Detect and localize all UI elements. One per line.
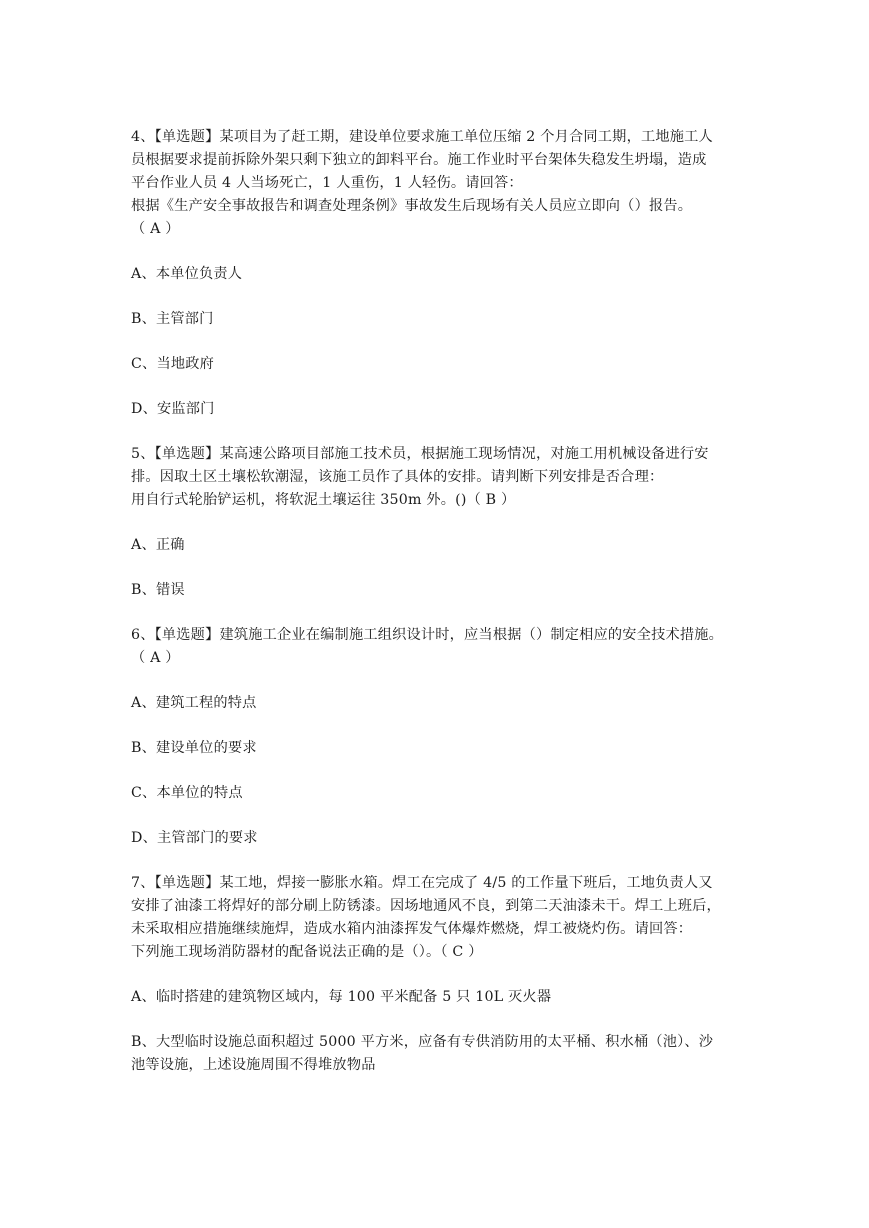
option-b: B、建设单位的要求 [131, 740, 257, 756]
question-text-line: 用自行式轮胎铲运机，将软泥土壤运往 350m 外。()（ B ） [131, 492, 516, 508]
option-a: A、临时搭建的建筑物区域内，每 100 平米配备 5 只 10L 灭火器 [131, 989, 552, 1005]
answer-key: （ A ） [131, 221, 180, 237]
question-6 [131, 624, 743, 850]
option-d: D、安监部门 [131, 401, 215, 417]
document-page [131, 126, 743, 1077]
question-text-line: 员根据要求提前拆除外架只剩下独立的卸料平台。施工作业时平台架体失稳发生坍塌，造成 [131, 152, 707, 168]
question-4 [131, 126, 743, 421]
option-a: A、正确 [131, 537, 185, 553]
question-text-line: 6、【单选题】建筑施工企业在编制施工组织设计时，应当根据（）制定相应的安全技术措施。 [131, 627, 724, 643]
option-b: B、主管部门 [131, 311, 214, 327]
option-a: A、建筑工程的特点 [131, 695, 257, 711]
question-5 [131, 443, 743, 602]
question-text-line: 安排了油漆工将焊好的部分刷上防锈漆。因场地通风不良，到第二天油漆未干。焊工上班后， [131, 898, 721, 914]
question-text-line: 5、【单选题】某高速公路项目部施工技术员，根据施工现场情况，对施工用机械设备进行安 [131, 446, 709, 462]
question-text-line: 下列施工现场消防器材的配备说法正确的是（）。（ C ） [131, 944, 483, 960]
question-text-line: 未采取相应措施继续施焊，造成水箱内油漆挥发气体爆炸燃烧，焊工被烧灼伤。请回答： [131, 921, 693, 937]
option-c: C、当地政府 [131, 356, 214, 372]
question-text-line: 7、【单选题】某工地，焊接一膨胀水箱。焊工在完成了 4/5 的工作量下班后，工地负责人又 [131, 875, 713, 891]
answer-key: （ A ） [131, 650, 180, 666]
option-b: B、大型临时设施总面积超过 5000 平方米，应备有专供消防用的太平桶、积水桶（池）、沙 池等设施，上述设施周围不得堆放物品 [131, 1034, 714, 1073]
question-text-line: 排。因取土区土壤松软潮湿，该施工员作了具体的安排。请判断下列安排是否合理： [131, 469, 664, 485]
option-a: A、本单位负责人 [131, 266, 243, 282]
question-7 [131, 872, 743, 1077]
question-text-line: 根据《生产安全事故报告和调查处理条例》事故发生后现场有关人员应立即向（）报告。 [131, 198, 693, 214]
option-d: D、主管部门的要求 [131, 830, 258, 846]
question-text-line: 4、【单选题】某项目为了赶工期，建设单位要求施工单位压缩 2 个月合同工期，工地施工人 [131, 129, 713, 145]
question-text-line: 平台作业人员 4 人当场死亡，1 人重伤，1 人轻伤。请回答： [131, 175, 523, 191]
option-c: C、本单位的特点 [131, 785, 243, 801]
option-b: B、错误 [131, 582, 185, 598]
